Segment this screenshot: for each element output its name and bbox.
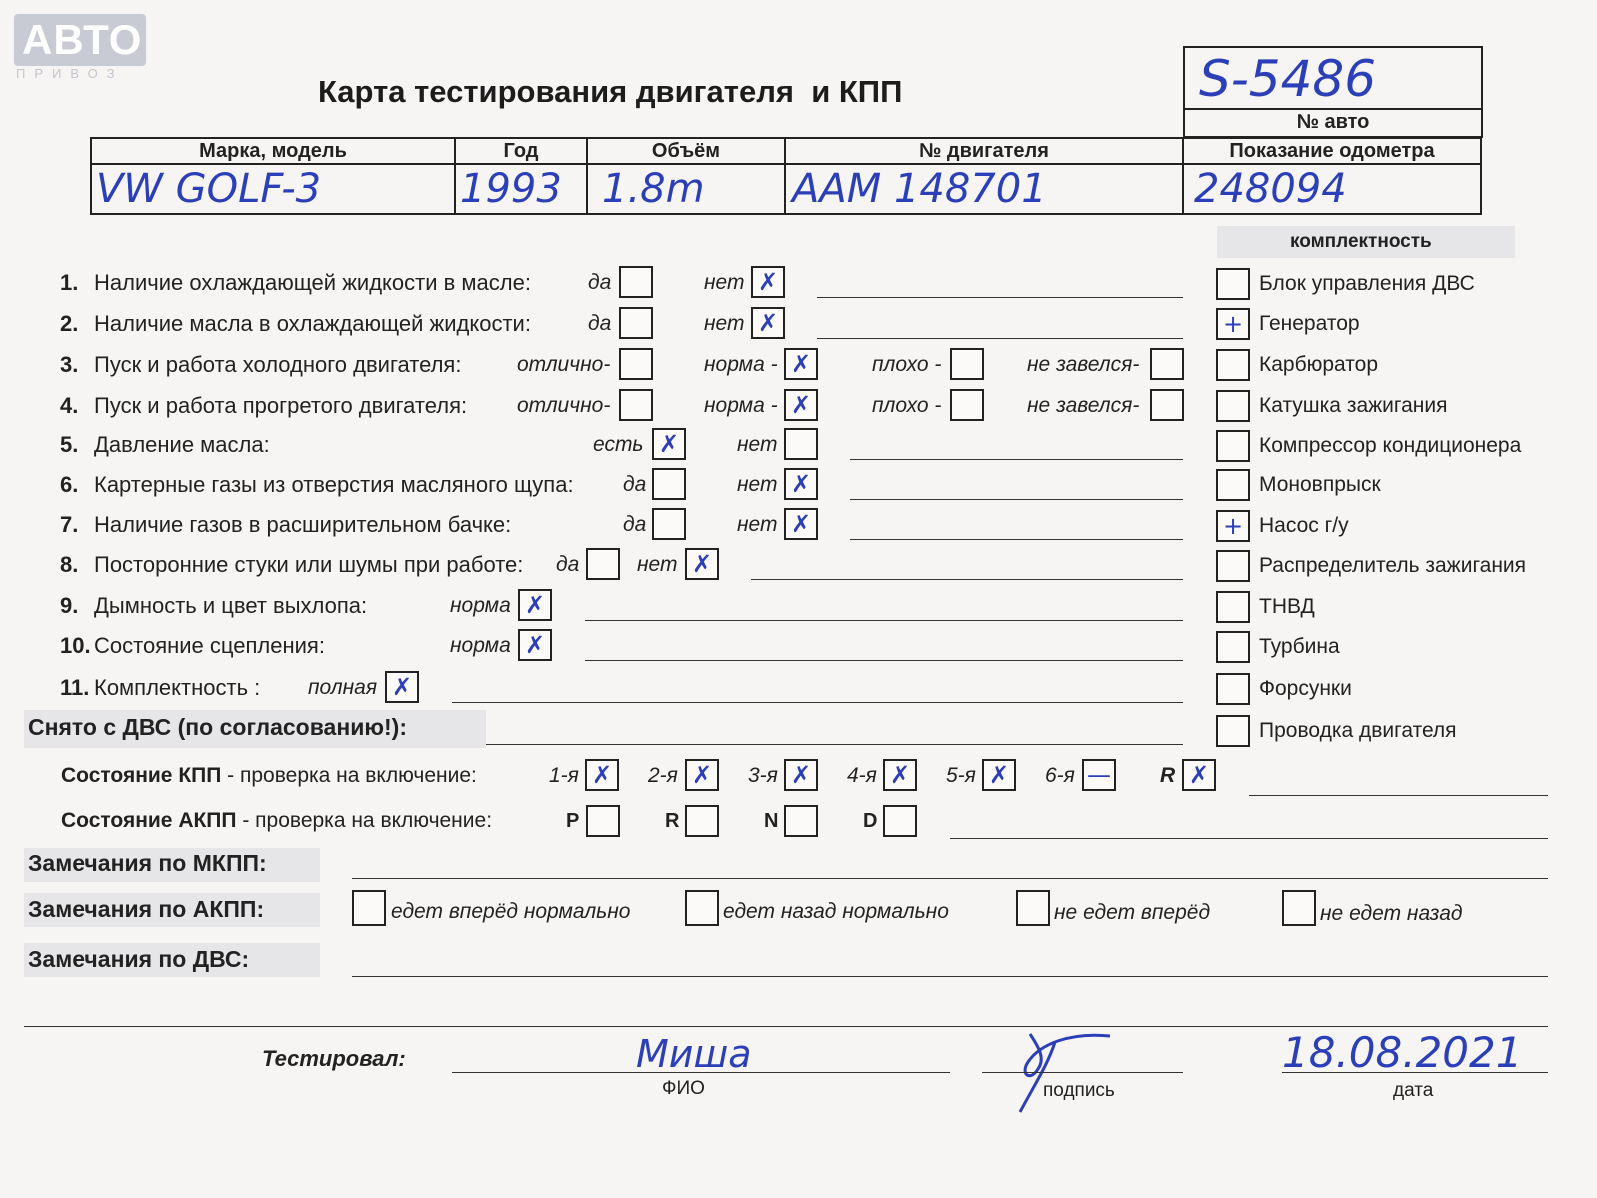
- gear-1-mark: ✗: [591, 761, 613, 789]
- q1-no-mark: ✗: [757, 268, 779, 296]
- q7-opt-yes: да: [623, 513, 647, 536]
- q8-no-checkbox[interactable]: [685, 548, 719, 580]
- q5-number: 5.: [60, 432, 79, 457]
- gear-4-checkbox[interactable]: [883, 759, 917, 791]
- kompl-3-checkbox[interactable]: [1216, 349, 1250, 381]
- gear-2-checkbox[interactable]: [685, 759, 719, 791]
- gear-3-checkbox[interactable]: [784, 759, 818, 791]
- q8-number: 8.: [60, 552, 79, 577]
- akpp-d-checkbox[interactable]: [883, 805, 917, 837]
- akpp-no-back-checkbox[interactable]: [1282, 890, 1316, 926]
- gear-2-mark: ✗: [691, 761, 713, 789]
- q7-no-mark: ✗: [790, 510, 812, 538]
- kpp-label-bold: Состояние КПП: [61, 764, 222, 787]
- q2-yes-checkbox[interactable]: [619, 307, 653, 339]
- akpp-r-label: R: [665, 810, 680, 832]
- q11-text: Комплектность :: [94, 675, 261, 700]
- engine-value: AAM 148701: [792, 166, 1047, 212]
- q3-text: Пуск и работа холодного двигателя:: [94, 352, 462, 377]
- q10-normal-checkbox[interactable]: [518, 629, 552, 661]
- komplektnost-title: комплектность: [1290, 231, 1432, 252]
- q1-text: Наличие охлаждающей жидкости в масле:: [94, 270, 531, 295]
- fio-value: Миша: [636, 1032, 752, 1076]
- q6-no-checkbox[interactable]: [784, 468, 818, 500]
- akpp-forward-ok-label: едет вперёд нормально: [391, 900, 631, 923]
- gear-5-label: 5-я: [946, 764, 976, 787]
- akpp-no-back-label: не едет назад: [1320, 902, 1463, 925]
- q4-bad-checkbox[interactable]: [950, 389, 984, 421]
- tested-by-label: Тестировал:: [262, 1046, 406, 1071]
- q6-yes-checkbox[interactable]: [652, 468, 686, 500]
- gear-r-label: R: [1160, 764, 1176, 787]
- auto-number-value: S-5486: [1199, 50, 1377, 108]
- kompl-7-label: Насос г/у: [1259, 514, 1349, 537]
- gear-6-checkbox[interactable]: [1082, 759, 1116, 791]
- q7-text: Наличие газов в расширительном бачке:: [94, 512, 512, 537]
- gear-4-label: 4-я: [847, 764, 877, 787]
- date-label: дата: [1393, 1080, 1434, 1101]
- kompl-6-label: Моновпрыск: [1259, 473, 1381, 496]
- removed-label: Снято с ДВС (по согласованию!):: [28, 714, 407, 740]
- q1-no-checkbox[interactable]: [751, 266, 785, 298]
- kompl-1-label: Блок управления ДВС: [1259, 272, 1475, 295]
- gear-6-mark: —: [1087, 761, 1111, 789]
- q3-excellent-checkbox[interactable]: [619, 348, 653, 380]
- gear-6-label: 6-я: [1045, 764, 1075, 787]
- q11-opt-full: полная: [308, 676, 378, 699]
- kompl-12-label: Проводка двигателя: [1259, 719, 1457, 742]
- q4-opt-bad: плохо -: [872, 394, 942, 417]
- kompl-11-label: Форсунки: [1259, 677, 1352, 700]
- q2-no-checkbox[interactable]: [751, 307, 785, 339]
- akpp-n-checkbox[interactable]: [784, 805, 818, 837]
- kompl-5-checkbox[interactable]: [1216, 430, 1250, 462]
- akpp-n-label: N: [764, 810, 779, 832]
- gear-5-mark: ✗: [988, 761, 1010, 789]
- q6-no-mark: ✗: [790, 470, 812, 498]
- q4-text: Пуск и работа прогретого двигателя:: [94, 393, 468, 418]
- q5-text: Давление масла:: [94, 432, 270, 457]
- q6-text: Картерные газы из отверстия масляного щупа:: [94, 472, 574, 497]
- q2-text: Наличие масла в охлаждающей жидкости:: [94, 311, 531, 336]
- akpp-label-bold: Состояние АКПП: [61, 809, 237, 832]
- q4-normal-checkbox[interactable]: [784, 389, 818, 421]
- odometer-label: Показание одометра: [1229, 139, 1435, 162]
- q7-opt-no: нет: [737, 513, 778, 536]
- volume-label: Объём: [651, 139, 721, 162]
- kpp-label-rest: - проверка на включение:: [221, 764, 477, 787]
- q4-opt-normal: норма -: [704, 394, 778, 417]
- q6-number: 6.: [60, 472, 79, 497]
- gear-4-mark: ✗: [889, 761, 911, 789]
- kompl-10-label: Турбина: [1259, 635, 1340, 658]
- q8-text: Посторонние стуки или шумы при работе:: [94, 552, 524, 577]
- akpp-back-ok-label: едет назад нормально: [723, 900, 949, 923]
- akpp-d-label: D: [863, 810, 878, 832]
- kompl-7-mark: +: [1222, 512, 1244, 540]
- q7-no-checkbox[interactable]: [784, 508, 818, 540]
- engine-label: № двигателя: [919, 139, 1049, 162]
- q3-normal-mark: ✗: [790, 350, 812, 378]
- q2-opt-yes: да: [588, 312, 612, 335]
- gear-r-checkbox[interactable]: [1182, 759, 1216, 791]
- logo-text: АВТО: [22, 16, 143, 63]
- q10-number: 10.: [60, 633, 91, 658]
- vehicle-info-table: [90, 137, 1482, 215]
- gear-5-checkbox[interactable]: [982, 759, 1016, 791]
- auto-number-label: № авто: [1296, 111, 1370, 133]
- q9-text: Дымность и цвет выхлопа:: [94, 593, 368, 618]
- gear-1-label: 1-я: [549, 764, 579, 787]
- q4-nostart-checkbox[interactable]: [1150, 389, 1184, 421]
- q2-opt-no: нет: [704, 312, 745, 335]
- akpp-label: [61, 809, 492, 833]
- gear-3-mark: ✗: [790, 761, 812, 789]
- q2-number: 2.: [60, 311, 79, 336]
- logo: [14, 14, 146, 66]
- kompl-7-checkbox[interactable]: [1216, 510, 1250, 542]
- remarks-mkpp-label: Замечания по МКПП:: [28, 850, 267, 876]
- q3-opt-bad: плохо -: [872, 353, 942, 376]
- q11-full-mark: ✗: [391, 673, 413, 701]
- kompl-9-label: ТНВД: [1259, 595, 1315, 618]
- kpp-label: [61, 764, 477, 788]
- akpp-p-label: P: [566, 810, 580, 832]
- q3-opt-normal: норма -: [704, 353, 778, 376]
- q8-yes-checkbox[interactable]: [586, 548, 620, 580]
- q10-text: Состояние сцепления:: [94, 633, 325, 658]
- kompl-6-checkbox[interactable]: [1216, 469, 1250, 501]
- kompl-9-checkbox[interactable]: [1216, 591, 1250, 623]
- kompl-5-label: Компрессор кондиционера: [1259, 434, 1522, 457]
- kompl-2-checkbox[interactable]: [1216, 308, 1250, 340]
- logo-subtitle: ПРИВОЗ: [16, 66, 124, 81]
- q1-yes-checkbox[interactable]: [619, 266, 653, 298]
- kompl-4-checkbox[interactable]: [1216, 390, 1250, 422]
- akpp-label-rest: - проверка на включение:: [236, 809, 493, 832]
- fio-label: ФИО: [662, 1078, 705, 1099]
- q9-opt-normal: норма: [450, 594, 511, 617]
- kompl-2-label: Генератор: [1259, 312, 1360, 335]
- year-label: Год: [503, 139, 539, 162]
- akpp-r-checkbox[interactable]: [685, 805, 719, 837]
- q4-opt-excellent: отлично-: [517, 394, 611, 417]
- volume-value: 1.8m: [602, 166, 705, 212]
- q5-yes-checkbox[interactable]: [652, 428, 686, 460]
- q4-number: 4.: [60, 393, 79, 418]
- signature-label: подпись: [1043, 1080, 1115, 1101]
- q3-bad-checkbox[interactable]: [950, 348, 984, 380]
- gear-2-label: 2-я: [648, 764, 678, 787]
- q5-no-checkbox[interactable]: [784, 428, 818, 460]
- q1-opt-yes: да: [588, 271, 612, 294]
- gear-3-label: 3-я: [748, 764, 778, 787]
- akpp-no-forward-checkbox[interactable]: [1016, 890, 1050, 926]
- q10-opt-normal: норма: [450, 634, 511, 657]
- q1-opt-no: нет: [704, 271, 745, 294]
- q6-opt-yes: да: [623, 473, 647, 496]
- q5-opt-yes: есть: [593, 433, 644, 456]
- gear-1-checkbox[interactable]: [585, 759, 619, 791]
- kompl-8-checkbox[interactable]: [1216, 550, 1250, 582]
- kompl-8-label: Распределитель зажигания: [1259, 554, 1527, 577]
- q4-normal-mark: ✗: [790, 391, 812, 419]
- q7-number: 7.: [60, 512, 79, 537]
- kompl-1-checkbox[interactable]: [1216, 268, 1250, 300]
- remarks-dvs-label: Замечания по ДВС:: [28, 946, 250, 972]
- gear-r-mark: ✗: [1188, 761, 1210, 789]
- date-value: 18.08.2021: [1282, 1028, 1523, 1077]
- kompl-11-checkbox[interactable]: [1216, 673, 1250, 705]
- q9-normal-checkbox[interactable]: [518, 589, 552, 621]
- q5-yes-mark: ✗: [658, 430, 680, 458]
- q8-no-mark: ✗: [691, 550, 713, 578]
- kompl-10-checkbox[interactable]: [1216, 631, 1250, 663]
- q11-full-checkbox[interactable]: [385, 671, 419, 703]
- year-value: 1993: [460, 166, 562, 212]
- remarks-akpp-label: Замечания по АКПП:: [28, 896, 265, 922]
- q4-opt-nostart: не завелся-: [1027, 394, 1140, 417]
- q8-opt-no: нет: [637, 553, 678, 576]
- q1-number: 1.: [60, 270, 79, 295]
- page-title: Карта тестирования двигателя и КПП: [318, 74, 903, 109]
- q8-opt-yes: да: [556, 553, 580, 576]
- q10-normal-mark: ✗: [524, 631, 546, 659]
- q3-opt-nostart: не завелся-: [1027, 353, 1140, 376]
- q3-normal-checkbox[interactable]: [784, 348, 818, 380]
- akpp-forward-ok-checkbox[interactable]: [352, 890, 386, 926]
- q4-excellent-checkbox[interactable]: [619, 389, 653, 421]
- q5-opt-no: нет: [737, 433, 778, 456]
- kompl-4-label: Катушка зажигания: [1259, 394, 1448, 417]
- q3-opt-excellent: отлично-: [517, 353, 611, 376]
- brand-value: VW GOLF-3: [96, 166, 322, 212]
- akpp-back-ok-checkbox[interactable]: [685, 890, 719, 926]
- q9-number: 9.: [60, 593, 79, 618]
- q9-normal-mark: ✗: [524, 591, 546, 619]
- akpp-p-checkbox[interactable]: [586, 805, 620, 837]
- q3-number: 3.: [60, 352, 79, 377]
- kompl-12-checkbox[interactable]: [1216, 715, 1250, 747]
- q7-yes-checkbox[interactable]: [652, 508, 686, 540]
- q11-number: 11.: [60, 675, 90, 700]
- q3-nostart-checkbox[interactable]: [1150, 348, 1184, 380]
- auto-number-box: [1183, 46, 1483, 138]
- brand-label: Марка, модель: [199, 139, 347, 162]
- akpp-no-forward-label: не едет вперёд: [1054, 901, 1211, 924]
- q6-opt-no: нет: [737, 473, 778, 496]
- kompl-3-label: Карбюратор: [1259, 353, 1379, 376]
- odometer-value: 248094: [1194, 166, 1347, 212]
- q2-no-mark: ✗: [757, 309, 779, 337]
- kompl-2-mark: +: [1222, 310, 1244, 338]
